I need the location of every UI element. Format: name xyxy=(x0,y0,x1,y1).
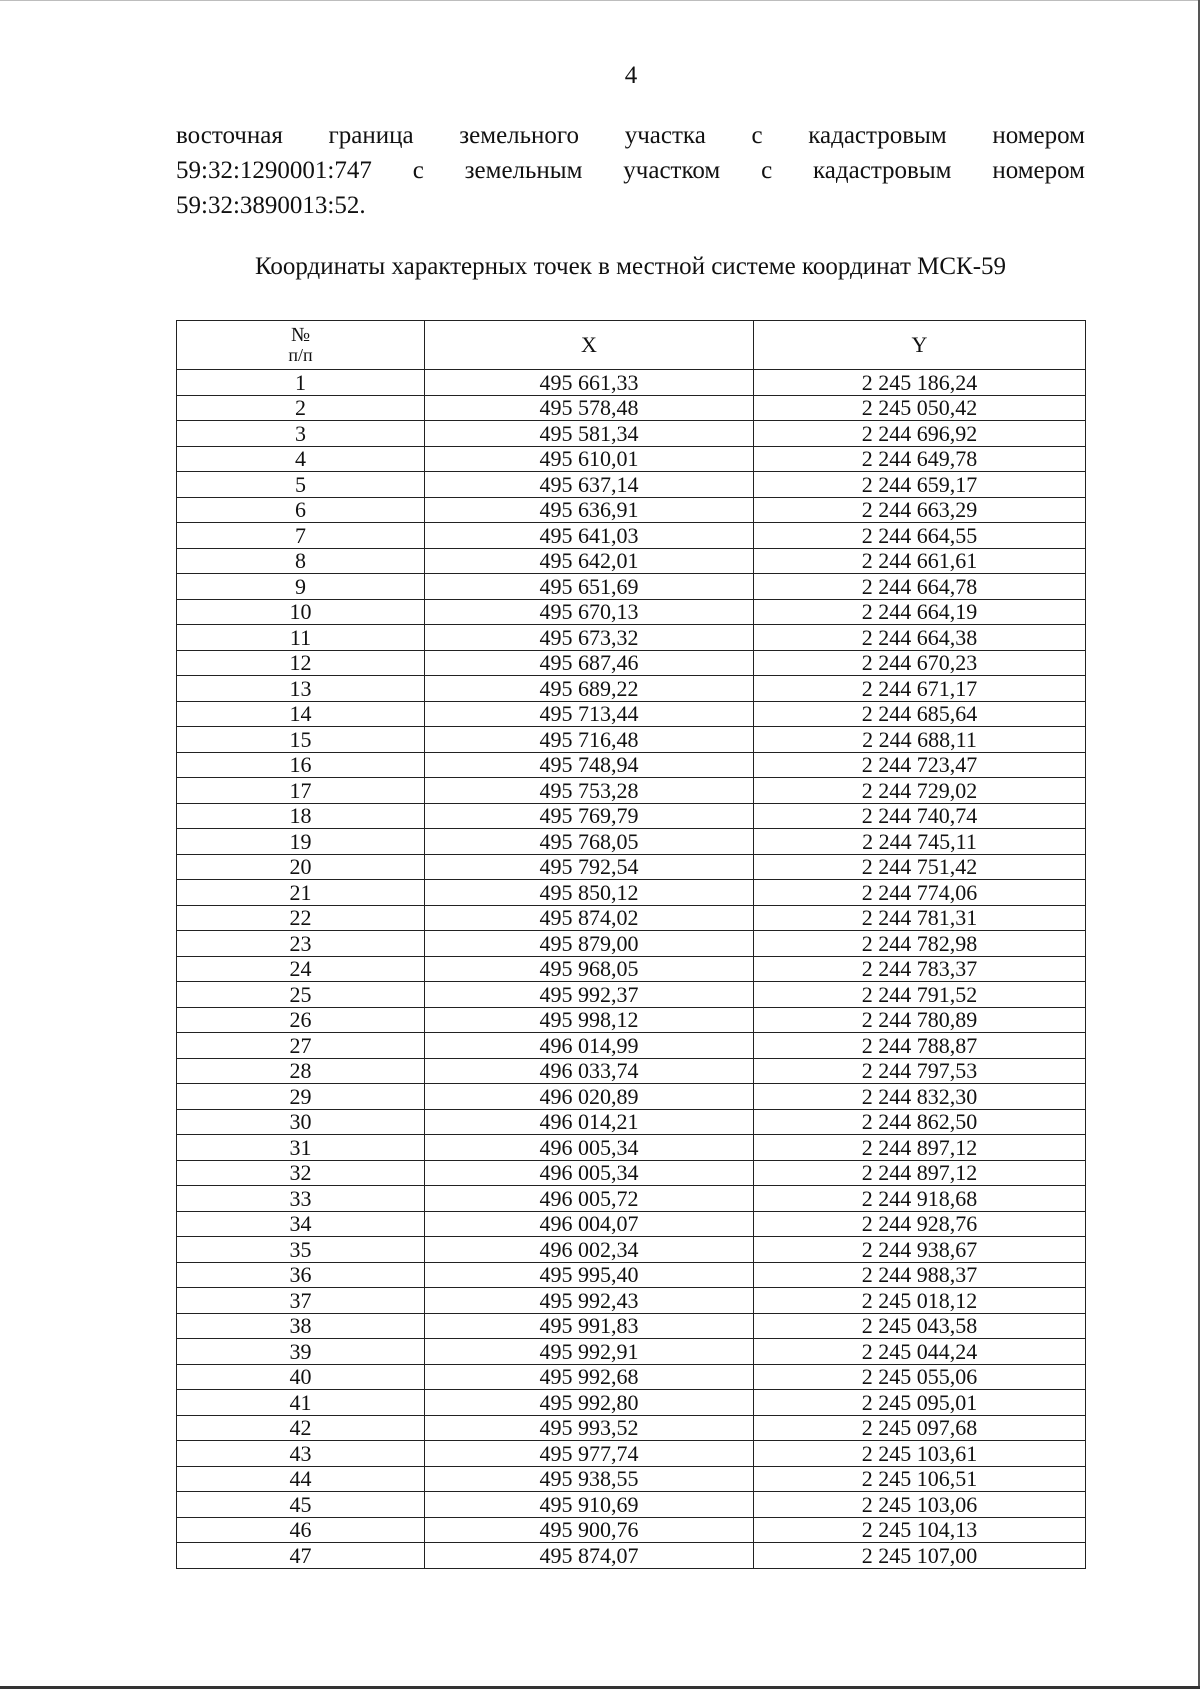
cell-x: 495 769,79 xyxy=(425,803,754,829)
cell-number: 13 xyxy=(177,676,425,702)
cell-y: 2 245 043,58 xyxy=(754,1313,1086,1339)
cell-y: 2 244 791,52 xyxy=(754,982,1086,1008)
cell-number: 23 xyxy=(177,931,425,957)
cell-x: 495 910,69 xyxy=(425,1492,754,1518)
table-row xyxy=(177,370,1086,396)
table-row xyxy=(177,395,1086,421)
cell-y: 2 245 106,51 xyxy=(754,1466,1086,1492)
cell-x: 495 651,69 xyxy=(425,574,754,600)
table-row xyxy=(177,1492,1086,1518)
cell-number: 20 xyxy=(177,854,425,880)
cell-number: 33 xyxy=(177,1186,425,1212)
table-row xyxy=(177,829,1086,855)
table-row xyxy=(177,752,1086,778)
cell-y: 2 244 897,12 xyxy=(754,1160,1086,1186)
cell-number: 42 xyxy=(177,1415,425,1441)
cell-x: 495 610,01 xyxy=(425,446,754,472)
cell-y: 2 245 107,00 xyxy=(754,1543,1086,1569)
cell-x: 495 992,68 xyxy=(425,1364,754,1390)
table-row xyxy=(177,931,1086,957)
cell-y: 2 244 745,11 xyxy=(754,829,1086,855)
cell-number: 19 xyxy=(177,829,425,855)
table-row xyxy=(177,421,1086,447)
cell-number: 14 xyxy=(177,701,425,727)
cell-x: 495 792,54 xyxy=(425,854,754,880)
cell-number: 30 xyxy=(177,1109,425,1135)
cell-y: 2 244 751,42 xyxy=(754,854,1086,880)
cell-number: 43 xyxy=(177,1441,425,1467)
table-row xyxy=(177,905,1086,931)
cell-y: 2 244 685,64 xyxy=(754,701,1086,727)
cell-x: 495 637,14 xyxy=(425,472,754,498)
cell-y: 2 244 663,29 xyxy=(754,497,1086,523)
cell-y: 2 245 103,61 xyxy=(754,1441,1086,1467)
cell-x: 495 874,02 xyxy=(425,905,754,931)
cell-number: 46 xyxy=(177,1517,425,1543)
cell-y: 2 244 782,98 xyxy=(754,931,1086,957)
cell-y: 2 244 797,53 xyxy=(754,1058,1086,1084)
cell-x: 495 636,91 xyxy=(425,497,754,523)
cell-x: 495 993,52 xyxy=(425,1415,754,1441)
table-row xyxy=(177,1058,1086,1084)
cell-number: 4 xyxy=(177,446,425,472)
table-row xyxy=(177,1135,1086,1161)
table-row xyxy=(177,982,1086,1008)
cell-number: 44 xyxy=(177,1466,425,1492)
cell-x: 496 014,99 xyxy=(425,1033,754,1059)
table-row xyxy=(177,1262,1086,1288)
cell-x: 495 938,55 xyxy=(425,1466,754,1492)
cell-x: 495 578,48 xyxy=(425,395,754,421)
table-row xyxy=(177,1288,1086,1314)
cell-x: 495 995,40 xyxy=(425,1262,754,1288)
cell-y: 2 244 740,74 xyxy=(754,803,1086,829)
cell-x: 495 992,91 xyxy=(425,1339,754,1365)
table-row xyxy=(177,1211,1086,1237)
cell-x: 496 033,74 xyxy=(425,1058,754,1084)
cell-number: 28 xyxy=(177,1058,425,1084)
cell-x: 495 581,34 xyxy=(425,421,754,447)
cell-number: 9 xyxy=(177,574,425,600)
table-row xyxy=(177,548,1086,574)
cell-number: 3 xyxy=(177,421,425,447)
cell-number: 2 xyxy=(177,395,425,421)
cell-y: 2 244 661,61 xyxy=(754,548,1086,574)
cell-number: 29 xyxy=(177,1084,425,1110)
cell-x: 495 689,22 xyxy=(425,676,754,702)
table-row xyxy=(177,650,1086,676)
cell-y: 2 244 862,50 xyxy=(754,1109,1086,1135)
table-row xyxy=(177,1033,1086,1059)
cell-x: 495 900,76 xyxy=(425,1517,754,1543)
coordinates-table xyxy=(176,320,1086,1569)
header-number-sign: № xyxy=(290,324,311,346)
cell-number: 5 xyxy=(177,472,425,498)
table-row xyxy=(177,778,1086,804)
cell-y: 2 244 783,37 xyxy=(754,956,1086,982)
page-number: 4 xyxy=(624,62,638,89)
cell-x: 495 991,83 xyxy=(425,1313,754,1339)
cell-x: 495 768,05 xyxy=(425,829,754,855)
cell-x: 496 005,34 xyxy=(425,1135,754,1161)
cell-y: 2 244 897,12 xyxy=(754,1135,1086,1161)
cell-number: 18 xyxy=(177,803,425,829)
cell-number: 6 xyxy=(177,497,425,523)
table-caption: Координаты характерных точек в местной системе координат МСК-59 xyxy=(254,253,1007,280)
cell-y: 2 245 055,06 xyxy=(754,1364,1086,1390)
cell-number: 40 xyxy=(177,1364,425,1390)
table-row xyxy=(177,1517,1086,1543)
table-row xyxy=(177,1186,1086,1212)
cell-y: 2 244 729,02 xyxy=(754,778,1086,804)
table-row xyxy=(177,1237,1086,1263)
cell-y: 2 244 670,23 xyxy=(754,650,1086,676)
cell-x: 495 992,37 xyxy=(425,982,754,1008)
cell-number: 37 xyxy=(177,1288,425,1314)
cell-y: 2 244 780,89 xyxy=(754,1007,1086,1033)
table-row xyxy=(177,1466,1086,1492)
header-number-sub: п/п xyxy=(288,345,313,365)
cell-y: 2 244 664,55 xyxy=(754,523,1086,549)
table-row xyxy=(177,625,1086,651)
cell-number: 17 xyxy=(177,778,425,804)
cell-number: 22 xyxy=(177,905,425,931)
cell-y: 2 244 659,17 xyxy=(754,472,1086,498)
cell-x: 495 968,05 xyxy=(425,956,754,982)
table-body xyxy=(177,370,1086,1569)
cell-y: 2 245 097,68 xyxy=(754,1415,1086,1441)
header-y: Y xyxy=(754,321,1086,370)
header-number xyxy=(177,321,425,370)
table-row xyxy=(177,497,1086,523)
cell-y: 2 244 649,78 xyxy=(754,446,1086,472)
cell-number: 41 xyxy=(177,1390,425,1416)
cell-number: 12 xyxy=(177,650,425,676)
table-row xyxy=(177,1364,1086,1390)
cell-y: 2 244 832,30 xyxy=(754,1084,1086,1110)
table-row xyxy=(177,599,1086,625)
cell-x: 495 874,07 xyxy=(425,1543,754,1569)
table-row xyxy=(177,854,1086,880)
cell-y: 2 244 781,31 xyxy=(754,905,1086,931)
cell-x: 495 642,01 xyxy=(425,548,754,574)
cell-number: 8 xyxy=(177,548,425,574)
cell-number: 27 xyxy=(177,1033,425,1059)
cell-y: 2 244 696,92 xyxy=(754,421,1086,447)
cell-number: 10 xyxy=(177,599,425,625)
cell-x: 496 005,72 xyxy=(425,1186,754,1212)
cell-y: 2 244 918,68 xyxy=(754,1186,1086,1212)
cell-x: 495 673,32 xyxy=(425,625,754,651)
table-row xyxy=(177,1313,1086,1339)
cell-number: 21 xyxy=(177,880,425,906)
cell-y: 2 245 103,06 xyxy=(754,1492,1086,1518)
cell-number: 31 xyxy=(177,1135,425,1161)
cell-x: 495 661,33 xyxy=(425,370,754,396)
table-row xyxy=(177,1109,1086,1135)
cell-y: 2 244 788,87 xyxy=(754,1033,1086,1059)
cell-number: 38 xyxy=(177,1313,425,1339)
cell-y: 2 244 723,47 xyxy=(754,752,1086,778)
cell-number: 7 xyxy=(177,523,425,549)
cell-number: 47 xyxy=(177,1543,425,1569)
table-row xyxy=(177,1441,1086,1467)
cell-y: 2 244 928,76 xyxy=(754,1211,1086,1237)
cell-x: 495 713,44 xyxy=(425,701,754,727)
cell-x: 496 002,34 xyxy=(425,1237,754,1263)
cell-x: 496 014,21 xyxy=(425,1109,754,1135)
cell-x: 495 850,12 xyxy=(425,880,754,906)
cell-number: 36 xyxy=(177,1262,425,1288)
cell-number: 26 xyxy=(177,1007,425,1033)
table-row xyxy=(177,523,1086,549)
cell-x: 495 992,43 xyxy=(425,1288,754,1314)
paragraph-line: восточная граница земельного участка с кадастровым номером xyxy=(176,122,1085,149)
cell-x: 495 879,00 xyxy=(425,931,754,957)
table-row xyxy=(177,1543,1086,1569)
cell-y: 2 244 938,67 xyxy=(754,1237,1086,1263)
cell-x: 495 753,28 xyxy=(425,778,754,804)
cell-number: 1 xyxy=(177,370,425,396)
cell-y: 2 244 664,19 xyxy=(754,599,1086,625)
table-row xyxy=(177,880,1086,906)
table-row xyxy=(177,574,1086,600)
table-row xyxy=(177,1084,1086,1110)
cell-x: 495 748,94 xyxy=(425,752,754,778)
table-row xyxy=(177,1007,1086,1033)
table-row xyxy=(177,803,1086,829)
table-header-row xyxy=(177,321,1086,370)
cell-x: 495 998,12 xyxy=(425,1007,754,1033)
cell-y: 2 245 050,42 xyxy=(754,395,1086,421)
cell-x: 495 641,03 xyxy=(425,523,754,549)
cell-y: 2 244 988,37 xyxy=(754,1262,1086,1288)
cell-number: 11 xyxy=(177,625,425,651)
table-row xyxy=(177,446,1086,472)
page-border-top xyxy=(0,0,1200,1)
cell-x: 496 005,34 xyxy=(425,1160,754,1186)
paragraph-line: 59:32:3890013:52. xyxy=(176,192,366,219)
body-paragraph xyxy=(176,118,1085,223)
table-row xyxy=(177,956,1086,982)
table-row xyxy=(177,676,1086,702)
cell-y: 2 245 104,13 xyxy=(754,1517,1086,1543)
cell-x: 495 687,46 xyxy=(425,650,754,676)
cell-number: 34 xyxy=(177,1211,425,1237)
cell-y: 2 245 095,01 xyxy=(754,1390,1086,1416)
cell-number: 24 xyxy=(177,956,425,982)
table-row xyxy=(177,1415,1086,1441)
cell-x: 495 992,80 xyxy=(425,1390,754,1416)
cell-number: 39 xyxy=(177,1339,425,1365)
cell-number: 15 xyxy=(177,727,425,753)
table-row xyxy=(177,727,1086,753)
cell-y: 2 245 186,24 xyxy=(754,370,1086,396)
cell-x: 495 716,48 xyxy=(425,727,754,753)
table-row xyxy=(177,1339,1086,1365)
cell-number: 25 xyxy=(177,982,425,1008)
header-x: X xyxy=(425,321,754,370)
cell-y: 2 244 774,06 xyxy=(754,880,1086,906)
cell-x: 496 004,07 xyxy=(425,1211,754,1237)
cell-y: 2 244 688,11 xyxy=(754,727,1086,753)
cell-y: 2 244 664,38 xyxy=(754,625,1086,651)
table-row xyxy=(177,701,1086,727)
cell-x: 495 977,74 xyxy=(425,1441,754,1467)
cell-y: 2 245 018,12 xyxy=(754,1288,1086,1314)
cell-x: 496 020,89 xyxy=(425,1084,754,1110)
table-row xyxy=(177,472,1086,498)
cell-x: 495 670,13 xyxy=(425,599,754,625)
cell-y: 2 244 671,17 xyxy=(754,676,1086,702)
table-row xyxy=(177,1160,1086,1186)
cell-number: 45 xyxy=(177,1492,425,1518)
table-row xyxy=(177,1390,1086,1416)
cell-number: 35 xyxy=(177,1237,425,1263)
cell-y: 2 244 664,78 xyxy=(754,574,1086,600)
cell-y: 2 245 044,24 xyxy=(754,1339,1086,1365)
cell-number: 32 xyxy=(177,1160,425,1186)
paragraph-line: 59:32:1290001:747 с земельным участком с кадастровым номером xyxy=(176,157,1085,184)
cell-number: 16 xyxy=(177,752,425,778)
